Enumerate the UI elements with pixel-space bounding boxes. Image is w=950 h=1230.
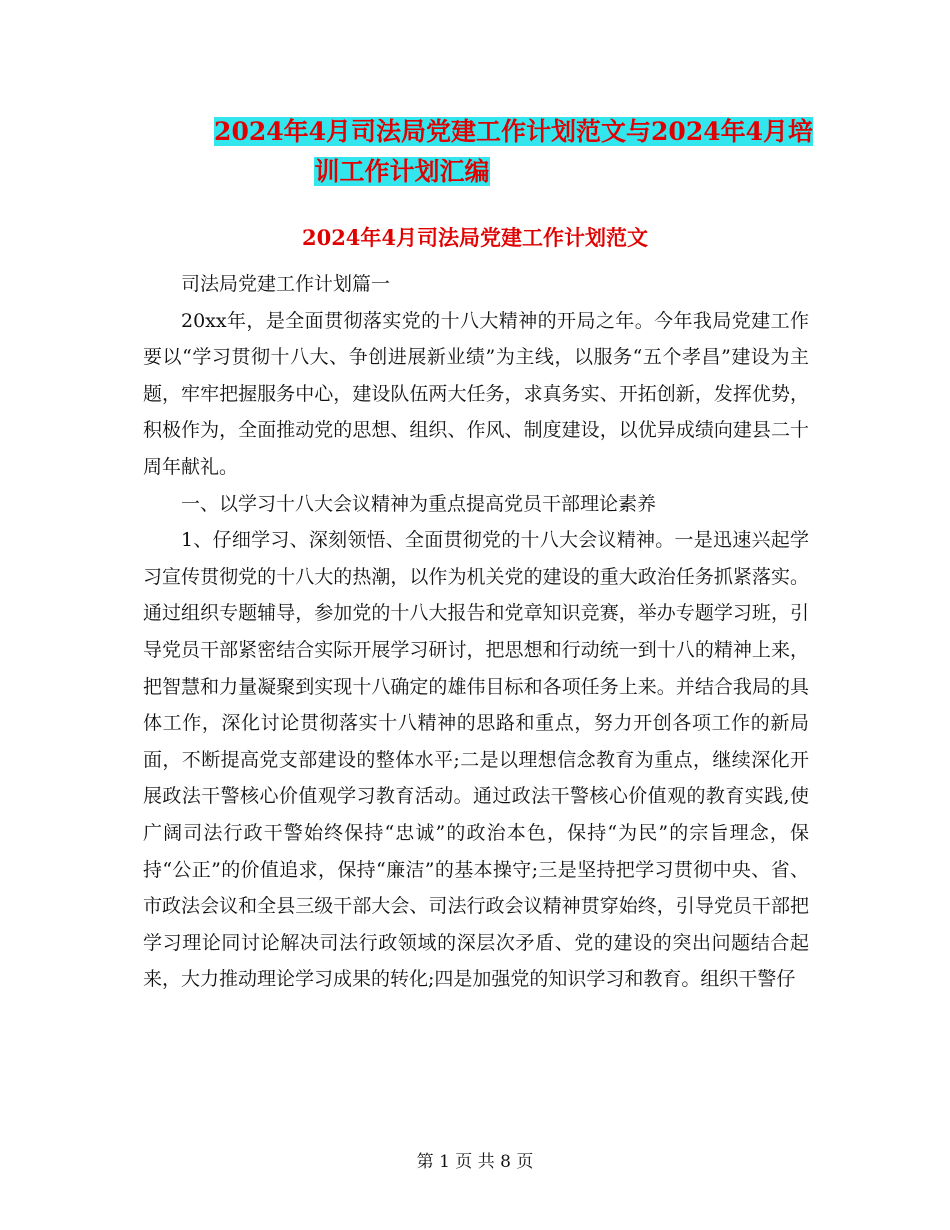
paragraph-intro: 20xx年，是全面贯彻落实党的十八大精神的开局之年。今年我局党建工作要以“学习贯彻十八大、争创进展新业绩”为主线，以服务“五个孝昌”建设为主题，牢牢把握服务中心，建设队伍两大任务，求真务实、开拓创新，发挥优势，积极作为，全面推动党的思想、组织、作风、制度建设，以优异成绩向建县二十周年献礼。 xyxy=(143,309,809,478)
section-title: 2024年4月司法局党建工作计划范文 xyxy=(301,225,649,250)
document-title-line-1: 2024年4月司法局党建工作计划范文与2024年4月培 xyxy=(214,117,813,146)
document-title xyxy=(140,112,840,192)
document-title-line-2: 训工作计划汇编 xyxy=(314,157,490,186)
paragraph-item-one: 1、仔细学习、深刻领悟、全面贯彻党的十八大会议精神。一是迅速兴起学习宣传贯彻党的十八大的热潮，以作为机关党的建设的重大政治任务抓紧落实。通过组织专题辅导，参加党的十八大报告和党章知识竞赛，举办专题学习班，引导党员干部紧密结合实际开展学习研讨，把思想和行动统一到十八的精神上来，把智慧和力量凝聚到实现十八确定的雄伟目标和各项任务上来。并结合我局的具体工作，深化讨论贯彻落实十八精神的思路和重点，努力开创各项工作的新局面，不断提高党支部建设的整体水平;二是以理想信念教育为重点，继续深化开展政法干警核心价值观学习教育活动。通过政法干警核心价值观的教育实践,使广阔司法行政干警始终保持“忠诚”的政治本色，保持“为民”的宗旨理念，保持“公正”的价值追求，保持“廉洁”的基本操守;三是坚持把学习贯彻中央、省、市政法会议和全县三级干部大会、司法行政会议精神贯穿始终，引导党员干部把学习理论同讨论解决司法行政领域的深层次矛盾、党的建设的突出问题结合起来，大力推动理论学习成果的转化;四是加强党的知识学习和教育。组织干警仔 xyxy=(143,529,809,991)
document-body xyxy=(143,266,809,998)
paragraph-subtitle: 司法局党建工作计划篇一 xyxy=(181,273,391,295)
paragraph-heading-one: 一、以学习十八大会议精神为重点提高党员干部理论素养 xyxy=(181,492,657,515)
page-number-footer: 第 1 页 共 8 页 xyxy=(416,1152,534,1172)
